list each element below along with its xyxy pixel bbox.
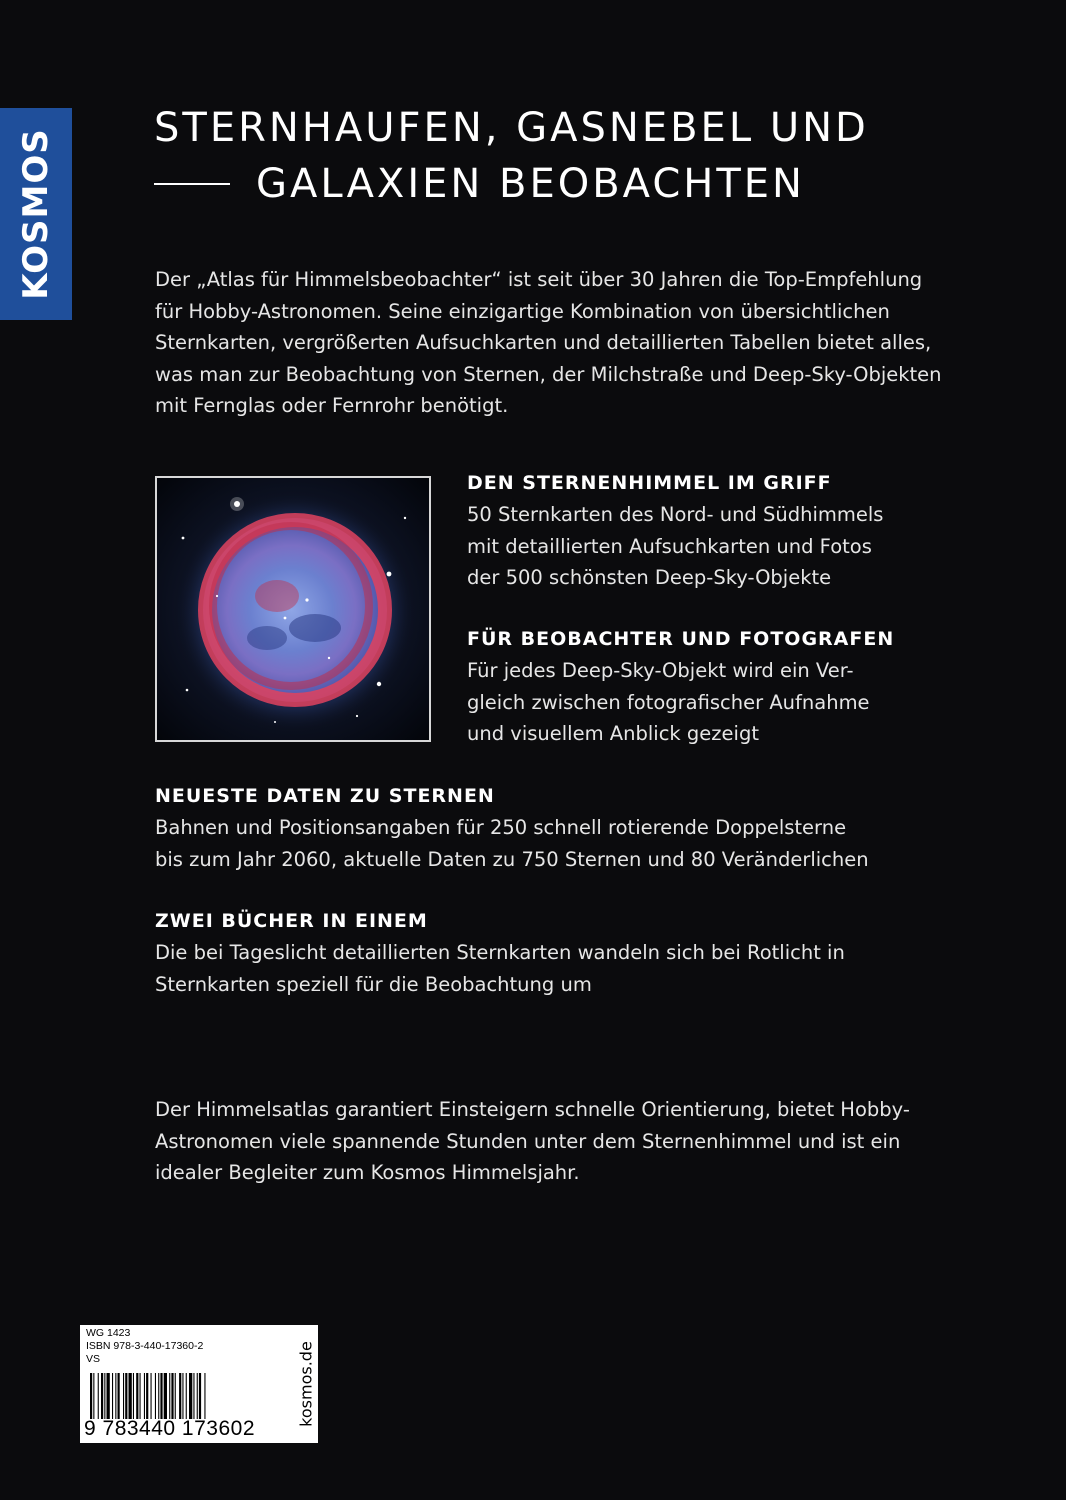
barcode-bar: [118, 1373, 120, 1419]
feature-heading: ZWEI BÜCHER IN EINEM: [155, 910, 428, 932]
barcode-bar: [182, 1373, 183, 1419]
barcode-bar: [93, 1373, 94, 1419]
barcode-bars: [90, 1373, 286, 1419]
barcode-bar: [140, 1373, 141, 1419]
barcode-bar: [186, 1373, 187, 1419]
barcode-bar: [104, 1373, 105, 1419]
feature-line: mit detaillierten Aufsuchkarten und Fotos: [467, 534, 872, 558]
barcode-bar: [175, 1373, 176, 1419]
barcode-bar: [151, 1373, 152, 1419]
headline-line-1: STERNHAUFEN, GASNEBEL UND: [154, 105, 869, 151]
isbn: ISBN 978-3-440-17360-2: [86, 1340, 204, 1352]
barcode-meta: [86, 1327, 203, 1366]
barcode-bar: [155, 1373, 156, 1419]
feature-sternenhimmel: [467, 468, 1027, 594]
headline-line-2-row: [154, 156, 1034, 212]
closing-paragraph: Der Himmelsatlas garantiert Einsteigern schnelle Orientierung, bietet Hobby-Astronomen viele spannende Stunden unter dem Sternenhimmel und ist ein idealer Begleiter zum Kosmos Himmelsjahr.: [155, 1098, 910, 1184]
barcode-bar: [98, 1373, 99, 1419]
barcode-bar: [199, 1373, 201, 1419]
barcode-bar: [125, 1373, 127, 1419]
headline-rule: [154, 183, 230, 185]
vs-code: VS: [86, 1353, 101, 1365]
barcode-bar: [171, 1373, 173, 1419]
website-label: [294, 1325, 318, 1443]
headline: [154, 100, 1034, 212]
barcode-bar: [123, 1373, 124, 1419]
barcode-bar: [204, 1373, 205, 1419]
website-url: kosmos.de: [296, 1341, 316, 1427]
barcode-bar: [197, 1373, 198, 1419]
feature-line: Sternkarten speziell für die Beobachtung um: [155, 972, 592, 996]
barcode-label: [80, 1325, 294, 1443]
barcode-bar: [160, 1373, 162, 1419]
barcode-number: 9 783440 173602: [84, 1417, 255, 1440]
kosmos-logo: KOSMOS: [16, 128, 56, 300]
barcode-bar: [144, 1373, 145, 1419]
feature-line: und visuellem Anblick gezeigt: [467, 722, 759, 745]
barcode-bar: [107, 1373, 110, 1419]
feature-line: gleich zwischen fotografischer Aufnahme: [467, 690, 870, 714]
headline-line-2: GALAXIEN BEOBACHTEN: [256, 161, 805, 207]
kosmos-logo-tab: [0, 108, 72, 320]
feature-zwei-buecher: [155, 906, 1035, 1000]
barcode-bar: [90, 1373, 92, 1419]
barcode-bar: [169, 1373, 170, 1419]
barcode-bar: [115, 1373, 116, 1419]
feature-heading: NEUESTE DATEN ZU STERNEN: [155, 785, 495, 807]
intro-paragraph: Der „Atlas für Himmelsbeobachter“ ist seit über 30 Jahren die Top-Empfehlung für Hobby-Astronomen. Seine einzigartige Kombination von übersichtlichen Sternkarten, vergrößerten Aufsuchkarten und detaillierten Tabellen bietet alles, was man zur Beobachtung von Sternen, der Milchstraße und Deep-Sky-Objekten mit Fernglas oder Fernrohr benötigt.: [155, 268, 942, 417]
barcode-bar: [193, 1373, 194, 1419]
barcode-bar: [158, 1373, 159, 1419]
barcode-bar: [129, 1373, 132, 1419]
feature-line: 50 Sternkarten des Nord- und Südhimmels: [467, 503, 884, 526]
barcode-bar: [146, 1373, 148, 1419]
feature-line: Die bei Tageslicht detaillierten Sternkarten wandeln sich bei Rotlicht in: [155, 941, 845, 964]
feature-heading: DEN STERNENHIMMEL IM GRIFF: [467, 472, 832, 494]
barcode-bar: [179, 1373, 181, 1419]
barcode-bar: [133, 1373, 134, 1419]
feature-beobachter: [467, 624, 1027, 750]
barcode-bar: [164, 1373, 167, 1419]
barcode-bar: [112, 1373, 113, 1419]
nebula-photo: [155, 476, 431, 742]
feature-line: der 500 schönsten Deep-Sky-Objekte: [467, 566, 832, 589]
feature-neueste-daten: [155, 781, 1035, 875]
feature-line: bis zum Jahr 2060, aktuelle Daten zu 750 Sternen und 80 Veränderlichen: [155, 847, 869, 871]
feature-line: Bahnen und Positionsangaben für 250 schnell rotierende Doppelsterne: [155, 816, 847, 839]
barcode-bar: [189, 1373, 192, 1419]
barcode-bar: [136, 1373, 138, 1419]
feature-line: Für jedes Deep-Sky-Objekt wird ein Ver-: [467, 659, 854, 682]
barcode-bar: [101, 1373, 103, 1419]
warengruppe: WG 1423: [86, 1327, 131, 1339]
feature-heading: FÜR BEOBACHTER UND FOTOGRAFEN: [467, 628, 895, 650]
